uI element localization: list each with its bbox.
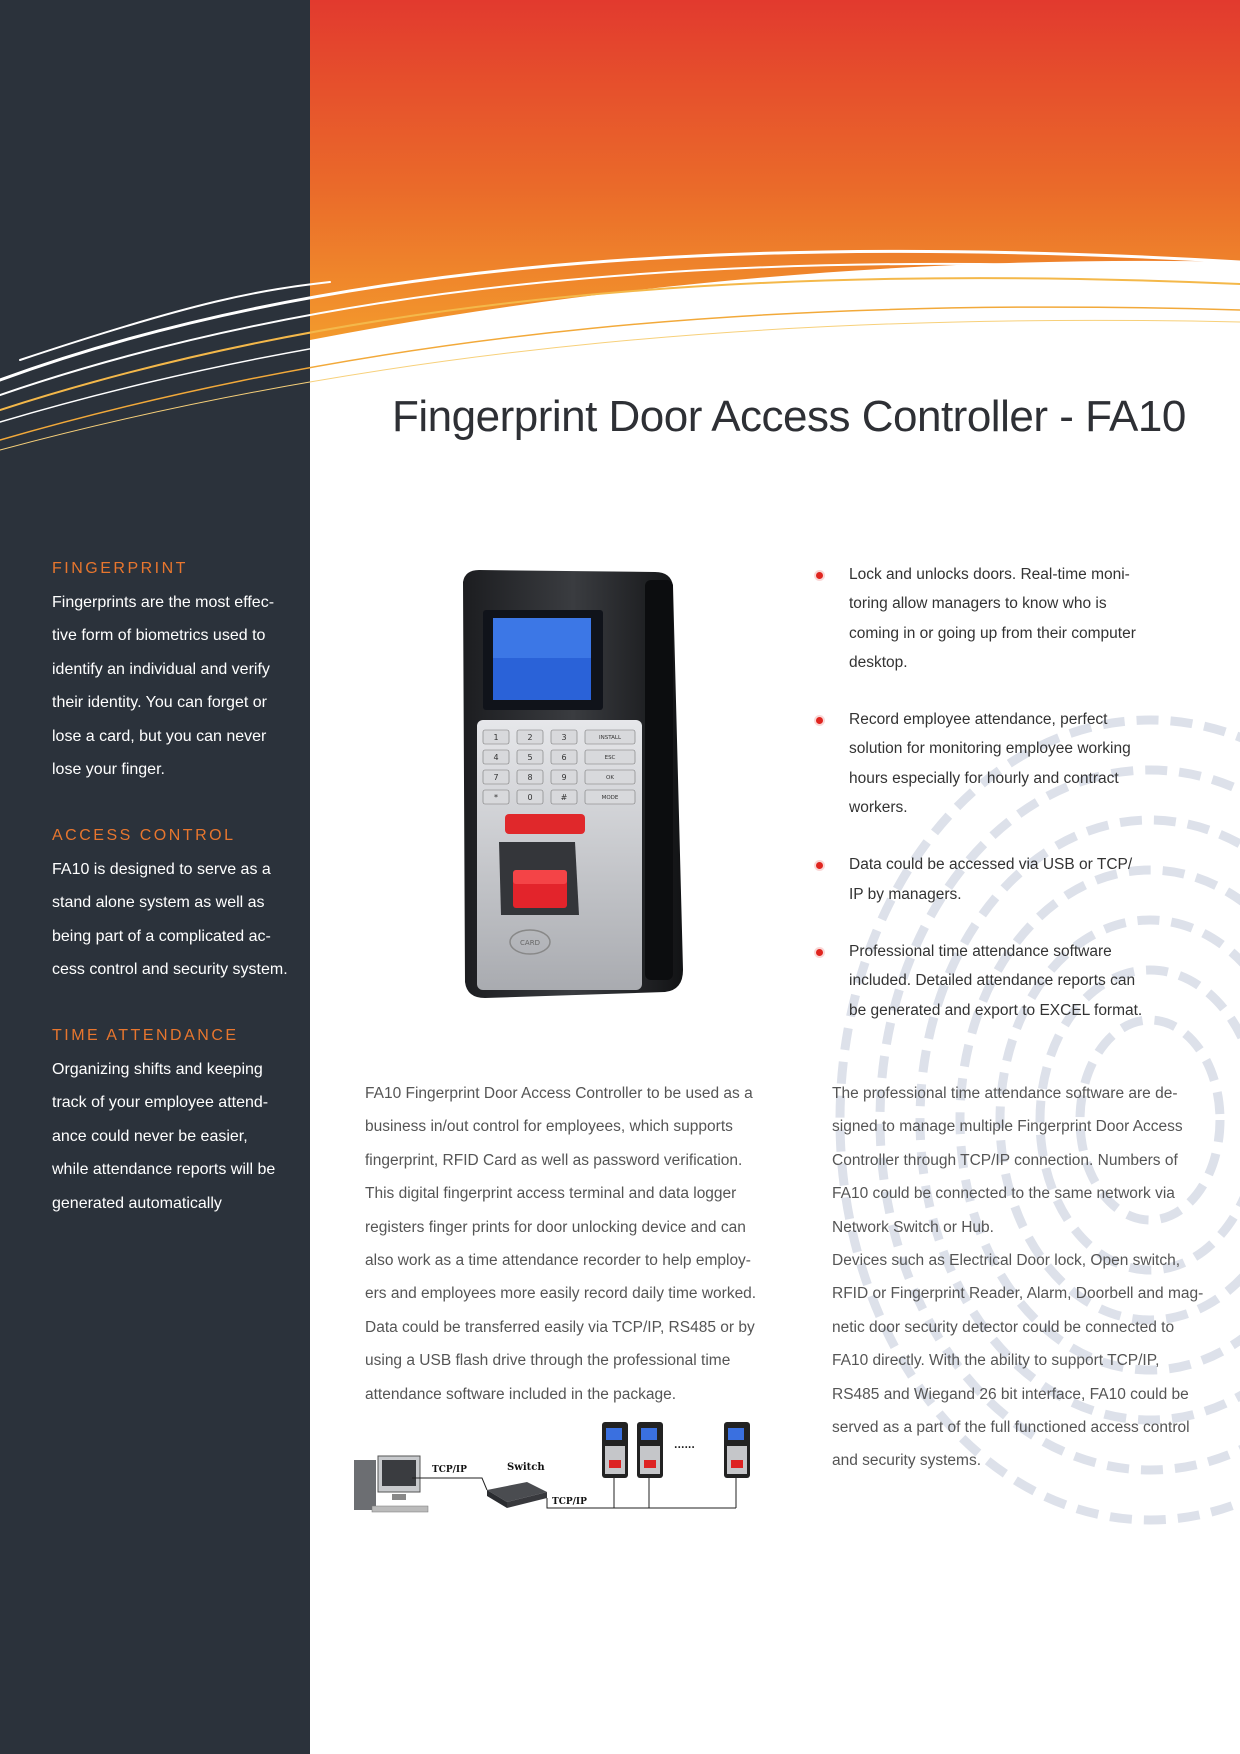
- sidebar-section-fingerprint: [52, 560, 292, 786]
- feature-bullet: [816, 705, 1146, 822]
- section-body: [52, 853, 292, 987]
- description-paragraph-left: [365, 1077, 770, 1411]
- sidebar-section-time-attendance: [52, 1027, 292, 1220]
- body-line: generated automatically: [52, 1194, 222, 1212]
- paragraph-line: Controller through TCP/IP connection. Numbers of: [832, 1151, 1178, 1169]
- bullet-line: toring allow managers to know who is: [849, 595, 1107, 613]
- side-key-label: ESC: [604, 755, 616, 761]
- body-line: identify an individual and verify: [52, 660, 270, 678]
- body-line: tive form of biometrics used to: [52, 627, 266, 645]
- paragraph-line: business in/out control for employees, which supports: [365, 1118, 733, 1136]
- bullet-line: Record employee attendance, perfect: [849, 711, 1108, 729]
- bullet-line: coming in or going up from their computer: [849, 624, 1136, 642]
- feature-bullet: [816, 560, 1146, 677]
- switch-label: Switch: [507, 1462, 545, 1473]
- fa10-terminal-icon: [637, 1422, 663, 1478]
- body-line: lose a card, but you can never: [52, 727, 267, 745]
- body-line: track of your employee attend-: [52, 1094, 269, 1112]
- tcpip-label: TCP/IP: [432, 1465, 467, 1475]
- keypad-key: 7: [493, 773, 499, 782]
- bullet-dot-icon: [816, 717, 823, 724]
- paragraph-line: FA10 Fingerprint Door Access Controller to be used as a: [365, 1085, 753, 1102]
- paragraph-line: This digital fingerprint access terminal and data logger: [365, 1185, 737, 1203]
- paragraph-line: FA10 could be connected to the same network via: [832, 1185, 1175, 1203]
- section-heading: ACCESS CONTROL: [52, 827, 236, 844]
- computer-icon: [354, 1456, 428, 1512]
- body-line: Organizing shifts and keeping: [52, 1061, 263, 1078]
- description-paragraph-right: [832, 1077, 1232, 1478]
- paragraph-line: RS485 and Wiegand 26 bit interface, FA10 could be: [832, 1385, 1189, 1403]
- side-key-label: INSTALL: [598, 735, 622, 741]
- fa10-device-image: [455, 570, 685, 1000]
- keypad-key: 0: [527, 793, 533, 802]
- body-line: stand alone system as well as: [52, 894, 265, 912]
- keypad-key: 2: [527, 733, 533, 742]
- bullet-line: Data could be accessed via USB or TCP/: [849, 856, 1133, 874]
- body-line: while attendance reports will be: [52, 1161, 276, 1179]
- side-key-label: MODE: [601, 795, 619, 801]
- section-heading: FINGERPRINT: [52, 560, 188, 577]
- bullet-line: solution for monitoring employee working: [849, 740, 1131, 758]
- paragraph-line: fingerprint, RFID Card as well as password verification.: [365, 1151, 743, 1169]
- paragraph-line: Devices such as Electrical Door lock, Open switch,: [832, 1252, 1181, 1270]
- bullet-line: Professional time attendance software: [849, 942, 1112, 960]
- keypad-key: *: [494, 793, 498, 802]
- network-diagram: [352, 1420, 762, 1520]
- body-line: being part of a complicated ac-: [52, 927, 271, 945]
- card-label: CARD: [520, 939, 540, 947]
- paragraph-line: served as a part of the full functioned access control: [832, 1419, 1190, 1437]
- paragraph-line: registers finger prints for door unlocking device and can: [365, 1218, 746, 1236]
- tcpip-label: TCP/IP: [552, 1497, 587, 1507]
- paragraph-line: and security systems.: [832, 1452, 982, 1470]
- bullet-line: hours especially for hourly and contract: [849, 769, 1119, 787]
- keypad-key: 5: [527, 753, 533, 762]
- side-key-label: OK: [606, 775, 614, 781]
- bullet-dot-icon: [816, 572, 823, 579]
- sidebar-section-access-control: [52, 827, 292, 987]
- paragraph-line: netic door security detector could be connected to: [832, 1318, 1175, 1336]
- keypad-key: 3: [561, 733, 567, 742]
- keypad-key: 1: [493, 733, 499, 742]
- bullet-line: workers.: [849, 799, 908, 817]
- paragraph-line: Data could be transferred easily via TCP/IP, RS485 or by: [365, 1318, 755, 1336]
- feature-bullet-list: [816, 560, 1146, 1053]
- paragraph-line: also work as a time attendance recorder to help employ-: [365, 1252, 751, 1270]
- keypad-key: 8: [527, 773, 533, 782]
- bullet-dot-icon: [816, 862, 823, 869]
- section-body: [52, 586, 292, 786]
- section-heading: TIME ATTENDANCE: [52, 1027, 239, 1044]
- switch-icon: [487, 1482, 547, 1508]
- paragraph-line: signed to manage multiple Fingerprint Door Access: [832, 1118, 1183, 1136]
- keypad-key: #: [560, 793, 568, 802]
- body-line: cess control and security system.: [52, 961, 288, 979]
- body-line: Fingerprints are the most effec-: [52, 594, 275, 611]
- ellipsis-label: ......: [674, 1440, 695, 1451]
- fa10-terminal-icon: [724, 1422, 750, 1478]
- paragraph-line: ers and employees more easily record daily time worked.: [365, 1285, 757, 1303]
- bullet-line: included. Detailed attendance reports can: [849, 972, 1136, 990]
- paragraph-line: attendance software included in the package.: [365, 1385, 677, 1403]
- feature-bullet: [816, 850, 1146, 909]
- bullet-line: Lock and unlocks doors. Real-time moni-: [849, 566, 1130, 583]
- paragraph-line: using a USB flash drive through the professional time: [365, 1352, 731, 1370]
- keypad-key: 6: [561, 753, 567, 762]
- keypad-key: 4: [493, 753, 499, 762]
- bullet-line: be generated and export to EXCEL format.: [849, 1001, 1143, 1019]
- paragraph-line: FA10 directly. With the ability to support TCP/IP,: [832, 1352, 1160, 1370]
- keypad-key: 9: [561, 773, 567, 782]
- fa10-terminal-icon: [602, 1422, 628, 1478]
- page-title: Fingerprint Door Access Controller - FA10: [392, 392, 1186, 441]
- feature-bullet: [816, 937, 1146, 1025]
- body-line: FA10 is designed to serve as a: [52, 861, 271, 878]
- section-body: [52, 1053, 292, 1220]
- paragraph-line: RFID or Fingerprint Reader, Alarm, Doorbell and mag-: [832, 1285, 1204, 1303]
- paragraph-line: Network Switch or Hub.: [832, 1218, 994, 1236]
- body-line: lose your finger.: [52, 761, 165, 779]
- bullet-dot-icon: [816, 949, 823, 956]
- paragraph-line: The professional time attendance software are de-: [832, 1085, 1178, 1102]
- body-line: their identity. You can forget or: [52, 694, 267, 712]
- body-line: ance could never be easier,: [52, 1127, 248, 1145]
- bullet-line: IP by managers.: [849, 885, 962, 903]
- bullet-line: desktop.: [849, 653, 908, 671]
- header-swoosh-graphic: [0, 0, 1240, 460]
